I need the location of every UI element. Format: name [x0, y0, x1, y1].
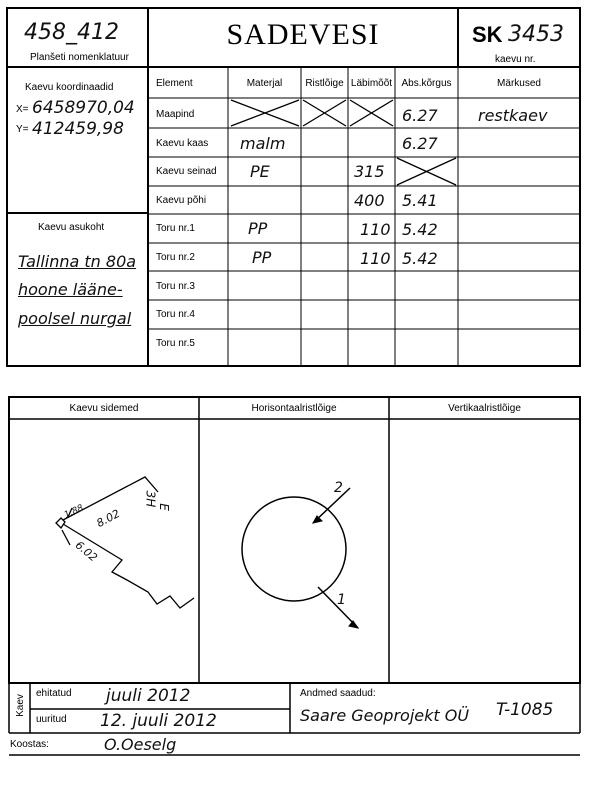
col-header-cross-section: Ristlõige [305, 78, 344, 89]
location-line-2: hoone lääne- [18, 280, 123, 299]
pipe-label-2: 2 [334, 480, 343, 496]
nomenclature-value: 458_412 [24, 20, 119, 45]
built-value: juuli 2012 [106, 686, 191, 706]
well-no-label: kaevu nr. [495, 54, 536, 65]
data-source-ref: T-1085 [496, 700, 554, 720]
table-cell-abs: 6.27 [402, 106, 438, 125]
table-cell-material: PP [252, 248, 272, 267]
table-row-element: Toru nr.4 [156, 309, 195, 320]
well-no-value: 3453 [508, 22, 564, 47]
location-label: Kaevu asukoht [38, 222, 105, 233]
vertical-section-label: Vertikaalristlõige [448, 403, 521, 414]
location-line-1: Tallinna tn 80a [18, 252, 137, 271]
sketch-distance-3: 6.02 [72, 538, 100, 565]
built-label: ehitatud [36, 688, 72, 699]
table-cell-diameter: 315 [354, 162, 385, 181]
table-cell-notes: restkaev [478, 106, 548, 125]
col-header-diameter: Läbimõõt [350, 78, 393, 89]
x-label: X= [16, 104, 29, 115]
table-row-element: Kaevu põhi [156, 195, 207, 206]
table-row-element: Kaevu kaas [156, 138, 209, 149]
x-value: 6458970,04 [32, 98, 135, 118]
sketch-distance-2: 8.02 [94, 507, 123, 530]
y-label: Y= [16, 124, 29, 135]
table-row-element: Kaevu seinad [156, 166, 217, 177]
table-row-element: Maapind [156, 109, 195, 120]
table-cell-diameter: 400 [354, 191, 385, 210]
table-cell-abs: 5.42 [402, 249, 438, 268]
table-cell-abs: 5.41 [402, 191, 438, 210]
well-no-prefix: SK [472, 22, 503, 47]
table-cell-material: PE [250, 162, 270, 181]
coordinates-label: Kaevu koordinaadid [25, 82, 114, 93]
col-header-element: Element [156, 78, 193, 89]
sketch-distance-1: 1.88 [62, 503, 86, 521]
table-cell-diameter: 110 [360, 220, 391, 239]
y-value: 412459,98 [32, 119, 124, 139]
page-title: SADEVESI [226, 18, 380, 51]
table-row-element: Toru nr.5 [156, 338, 195, 349]
table-row-element: Toru nr.2 [156, 252, 195, 263]
table-cell-abs: 5.42 [402, 220, 438, 239]
horizontal-section-label: Horisontaalristlõige [251, 403, 337, 414]
sketch-building-label: 3H [143, 490, 158, 508]
location-line-3: poolsel nurgal [18, 309, 132, 328]
compiled-value: O.Oeselg [104, 735, 177, 754]
table-cell-diameter: 110 [360, 249, 391, 268]
footer-side-label: Kaev [14, 694, 26, 717]
table-cell-material: PP [248, 219, 268, 238]
data-source-value: Saare Geoprojekt OÜ [300, 706, 470, 725]
table-cell-abs: 6.27 [402, 134, 438, 153]
surveyed-label: uuritud [36, 714, 67, 725]
nomenclature-label: Planšeti nomenklatuur [30, 52, 129, 63]
connections-label: Kaevu sidemed [69, 403, 139, 414]
table-row-element: Toru nr.1 [156, 223, 195, 234]
pipe-label-1: 1 [337, 592, 346, 608]
col-header-abs-height: Abs.kõrgus [401, 78, 452, 89]
col-header-notes: Märkused [497, 78, 541, 89]
data-source-label: Andmed saadud: [300, 688, 376, 699]
col-header-material: Materjal [246, 78, 283, 89]
sketch-building-suffix: E [156, 503, 171, 511]
compiled-label: Koostas: [10, 739, 49, 750]
table-cell-material: malm [240, 134, 286, 153]
table-row-element: Toru nr.3 [156, 281, 195, 292]
surveyed-value: 12. juuli 2012 [100, 711, 217, 731]
